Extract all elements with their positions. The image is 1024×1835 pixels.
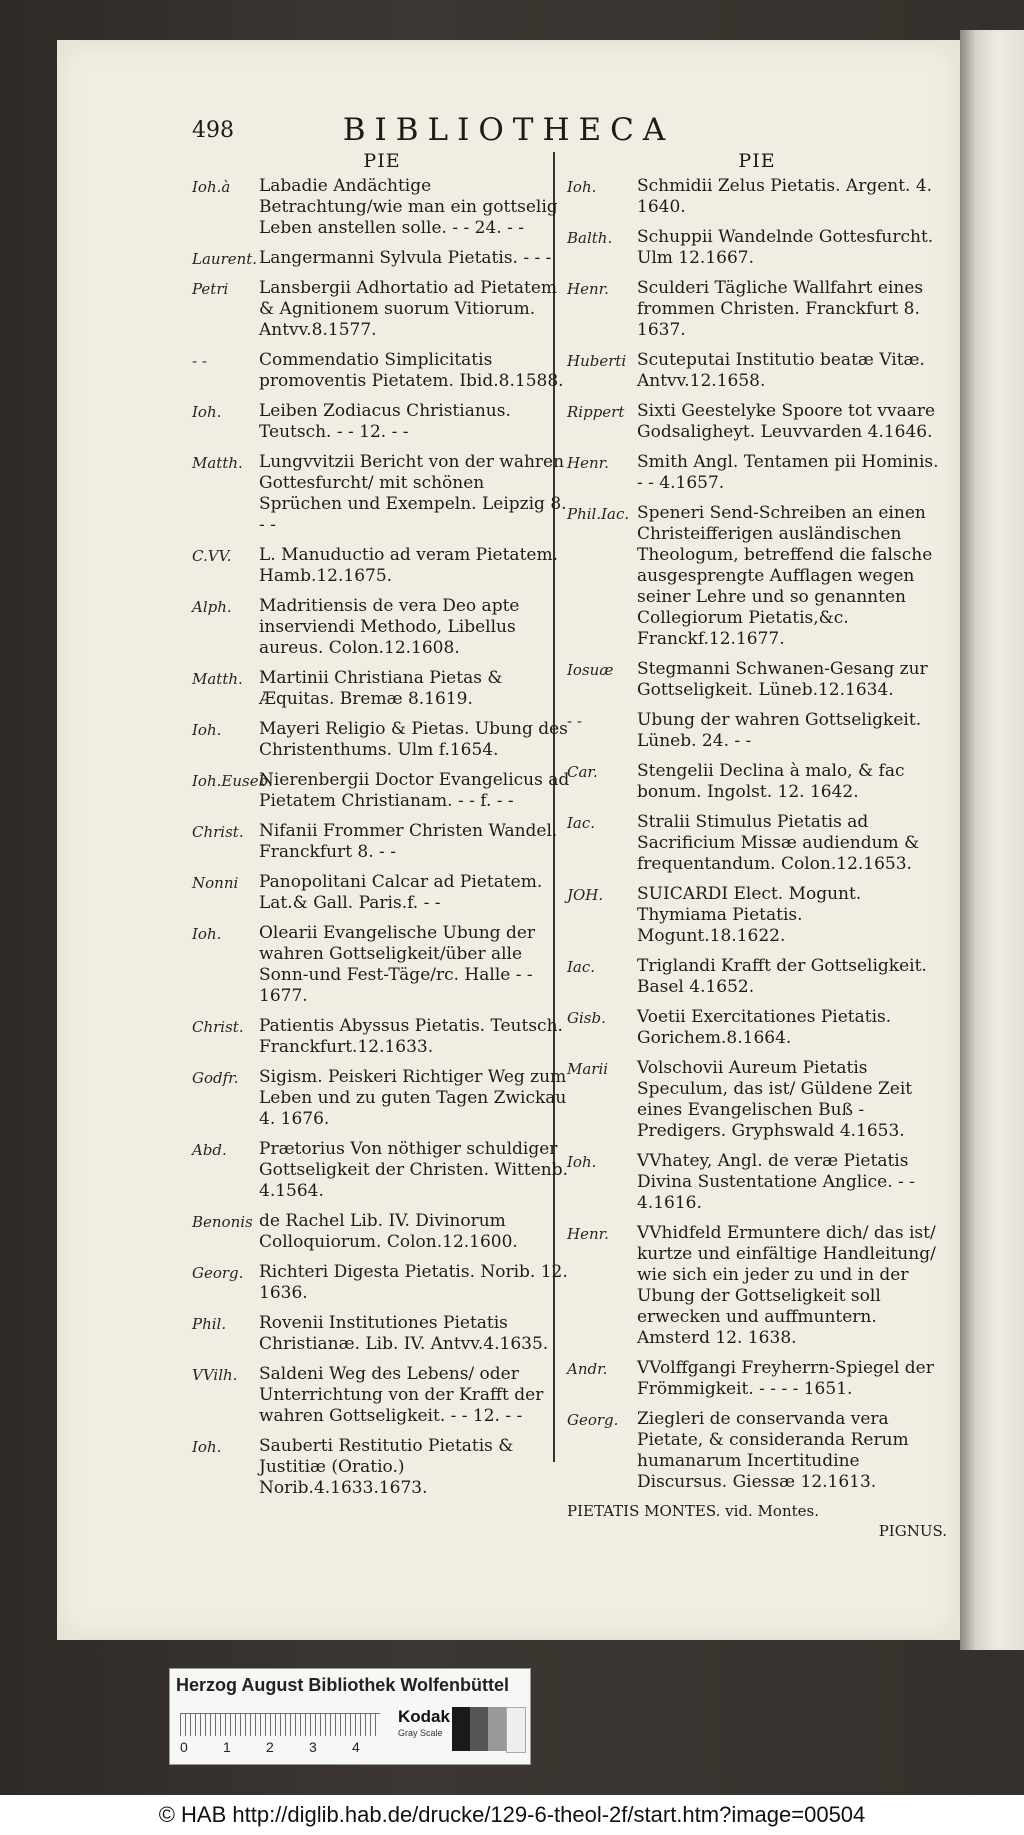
catalog-entry: [567, 1058, 947, 1142]
entry-author-prefix: VVilh.: [192, 1366, 238, 1384]
entry-text: Rovenii Institutiones Pietatis Christianæ. Lib. IV. Antvv.4.1635.: [259, 1313, 549, 1354]
entry-text: Voetii Exercitationes Pietatis. Gorichem.8.1664.: [637, 1007, 892, 1048]
entry-text: Scuteputai Institutio beatæ Vitæ. Antvv.12.1658.: [637, 350, 925, 391]
entry-author-prefix: Ioh.: [192, 1438, 222, 1456]
catchword: PIGNUS.: [878, 1522, 947, 1540]
catalog-entry: [192, 1313, 572, 1355]
ruler-tick: 4: [352, 1739, 360, 1755]
entry-author-prefix: Laurent.: [192, 250, 258, 268]
catalog-entry: [567, 1007, 947, 1049]
entry-author-prefix: Car.: [567, 763, 598, 781]
entry-author-prefix: Ioh.: [567, 1153, 597, 1171]
catalog-entry: [192, 1211, 572, 1253]
entry-author-prefix: Ioh.: [192, 721, 222, 739]
entry-author-prefix: - -: [567, 712, 582, 730]
catalog-entry: [192, 770, 572, 812]
entry-author-prefix: Matth.: [192, 454, 243, 472]
catalog-entry: [567, 1358, 947, 1400]
entry-author-prefix: Abd.: [192, 1141, 227, 1159]
entry-author-prefix: Matth.: [192, 670, 243, 688]
facing-page-edge: [960, 30, 1024, 1650]
gray-swatch: [488, 1707, 506, 1751]
catalog-entry: [192, 350, 572, 392]
catalog-entry: [567, 1151, 947, 1214]
entry-author-prefix: Godfr.: [192, 1069, 239, 1087]
entry-author-prefix: Henr.: [567, 280, 609, 298]
gray-swatch: [452, 1707, 470, 1751]
entry-text: Sculderi Tägliche Wallfahrt eines frommen Christen. Franckfurt 8. 1637.: [637, 278, 924, 340]
catalog-entry: [192, 1016, 572, 1058]
entry-text: VVolffgangi Freyherrn-Spiegel der Frömmigkeit. - - - - 1651.: [637, 1358, 934, 1399]
entry-text: Leiben Zodiacus Christianus. Teutsch. - - 12. - -: [259, 401, 511, 442]
entry-text: Panopolitani Calcar ad Pietatem. Lat.& Gall. Paris.f. - -: [259, 872, 543, 913]
kodak-logo: Kodak: [398, 1707, 450, 1726]
entry-text: Saldeni Weg des Lebens/ oder Unterrichtung von der Krafft der wahren Gottseligkeit. - - 12. - -: [259, 1364, 544, 1426]
catalog-entry: [567, 761, 947, 803]
entry-text: Martinii Christiana Pietas & Æquitas. Bremæ 8.1619.: [259, 668, 503, 709]
catalog-entry: [192, 545, 572, 587]
left-column: [192, 150, 572, 1508]
entry-author-prefix: C.VV.: [192, 547, 232, 565]
entry-author-prefix: Alph.: [192, 598, 232, 616]
catalog-entry: [192, 596, 572, 659]
gray-swatch: [470, 1707, 488, 1751]
entry-author-prefix: Christ.: [192, 1018, 244, 1036]
left-column-head: PIE: [363, 150, 401, 172]
book-page: [57, 40, 960, 1640]
catalog-entry: [567, 350, 947, 392]
entry-author-prefix: Henr.: [567, 1225, 609, 1243]
copyright-footer: © HAB http://diglib.hab.de/drucke/129-6-theol-2f/start.htm?image=00504: [0, 1795, 1024, 1835]
entry-author-prefix: Ioh.à: [192, 178, 231, 196]
cross-reference: PIETATIS MONTES. vid. Montes.: [567, 1502, 819, 1520]
entry-author-prefix: Petri: [192, 280, 229, 298]
entry-text: Madritiensis de vera Deo apte inserviendi Methodo, Libellus aureus. Colon.12.1608.: [259, 596, 520, 658]
library-label-title: Herzog August Bibliothek Wolfenbüttel: [176, 1675, 509, 1695]
entry-text: Stralii Stimulus Pietatis ad Sacrificium Missæ audiendum & frequentandum. Colon.12.1653.: [637, 812, 920, 874]
library-color-label: [169, 1668, 531, 1765]
entry-text: Nifanii Frommer Christen Wandel. Franckfurt 8. - -: [259, 821, 558, 862]
catalog-entry: [192, 278, 572, 341]
entry-text: Schuppii Wandelnde Gottesfurcht. Ulm 12.1667.: [637, 227, 934, 268]
catalog-entry: [192, 248, 572, 269]
page-number: 498: [192, 118, 234, 143]
right-entry-list: [567, 176, 947, 1493]
ruler-tick: 0: [180, 1739, 188, 1755]
left-entry-list: [192, 176, 572, 1499]
entry-author-prefix: Ioh.: [567, 178, 597, 196]
entry-text: Sigism. Peiskeri Richtiger Weg zum Leben und zu guten Tagen Zwickau 4. 1676.: [259, 1067, 567, 1129]
ruler-tick: 3: [309, 1739, 317, 1755]
entry-text: Langermanni Sylvula Pietatis. - - -: [259, 248, 552, 268]
catalog-entry: [567, 227, 947, 269]
running-title: BIBLIOTHECA: [342, 112, 675, 148]
catalog-entry: [567, 278, 947, 341]
entry-text: de Rachel Lib. IV. Divinorum Colloquiorum. Colon.12.1600.: [259, 1211, 518, 1252]
entry-text: Triglandi Krafft der Gottseligkeit. Basel 4.1652.: [637, 956, 927, 997]
entry-author-prefix: Gisb.: [567, 1009, 606, 1027]
entry-text: VVhidfeld Ermuntere dich/ das ist/ kurtze und einfältige Handleitung/ wie sich ein jeder zu und in der Ubung der Gottseligkeit soll erwecken und auffmuntern. Amsterd 12. 1638.: [637, 1223, 936, 1348]
entry-author-prefix: Ioh.: [192, 925, 222, 943]
catalog-entry: [192, 176, 572, 239]
entry-author-prefix: - -: [192, 352, 207, 370]
right-column: [567, 150, 947, 1540]
entry-text: Smith Angl. Tentamen pii Hominis. - - 4.1657.: [637, 452, 939, 493]
entry-text: Commendatio Simplicitatis promoventis Pietatem. Ibid.8.1588.: [259, 350, 564, 391]
catalog-entry: [192, 668, 572, 710]
catalog-entry: [567, 452, 947, 494]
entry-text: Richteri Digesta Pietatis. Norib. 12. 1636.: [259, 1262, 568, 1303]
entry-text: Lungvvitzii Bericht von der wahren Gottesfurcht/ mit schönen Sprüchen und Exempeln. Leipzig 8. - -: [259, 452, 567, 535]
catalog-entry: [567, 1223, 947, 1349]
entry-author-prefix: Marii: [567, 1060, 609, 1078]
entry-text: Olearii Evangelische Ubung der wahren Gottseligkeit/über alle Sonn-und Fest-Täge/rc. Halle - - 1677.: [259, 923, 536, 1006]
entry-text: Lansbergii Adhortatio ad Pietatem & Agnitionem suorum Vitiorum. Antvv.8.1577.: [259, 278, 558, 340]
ruler-tick: 1: [223, 1739, 231, 1755]
catalog-entry: [567, 1409, 947, 1493]
catalog-entry: [567, 812, 947, 875]
catalog-entry: [192, 821, 572, 863]
catalog-entry: [567, 659, 947, 701]
gray-swatch: [506, 1707, 526, 1753]
entry-author-prefix: Benonis: [192, 1213, 253, 1231]
entry-text: Patientis Abyssus Pietatis. Teutsch. Franckfurt.12.1633.: [259, 1016, 563, 1057]
entry-text: Nierenbergii Doctor Evangelicus ad Pietatem Christianam. - - f. - -: [259, 770, 570, 811]
entry-text: L. Manuductio ad veram Pietatem. Hamb.12.1675.: [259, 545, 558, 586]
gray-scale-text: Gray Scale: [398, 1728, 443, 1738]
entry-author-prefix: Iac.: [567, 958, 596, 976]
entry-text: Speneri Send-Schreiben an einen Christeifferigen ausländischen Theologum, betreffend die falsche ausgesprengte Aufflagen wegen seiner Lehre und so genannten Collegiorum Pietatis,&c. Franckf.12.1677.: [637, 503, 933, 649]
entry-text: Stegmanni Schwanen-Gesang zur Gottseligkeit. Lüneb.12.1634.: [637, 659, 928, 700]
entry-author-prefix: Andr.: [567, 1360, 608, 1378]
catalog-entry: [567, 503, 947, 650]
entry-author-prefix: Ioh.Euseb.: [192, 772, 273, 790]
entry-text: Ziegleri de conservanda vera Pietate, & consideranda Rerum humanarum Incertitudine Discursus. Giessæ 12.1613.: [637, 1409, 909, 1492]
catalog-entry: [192, 1262, 572, 1304]
right-column-head: PIE: [738, 150, 776, 172]
entry-text: Mayeri Religio & Pietas. Ubung des Christenthums. Ulm f.1654.: [259, 719, 568, 760]
entry-text: Prætorius Von nöthiger schuldiger Gottseligkeit der Christen. Wittenb. 4.1564.: [259, 1139, 568, 1201]
scale-ruler: [180, 1713, 380, 1736]
catalog-entry: [567, 176, 947, 218]
entry-author-prefix: Christ.: [192, 823, 244, 841]
entry-author-prefix: JOH.: [567, 886, 604, 904]
ruler-tick: 2: [266, 1739, 274, 1755]
catalog-entry: [192, 1436, 572, 1499]
entry-author-prefix: Georg.: [567, 1411, 619, 1429]
entry-author-prefix: Nonni: [192, 874, 239, 892]
catalog-entry: [567, 884, 947, 947]
catalog-entry: [192, 452, 572, 536]
entry-text: Sixti Geestelyke Spoore tot vvaare Godsaligheyt. Leuvvarden 4.1646.: [637, 401, 936, 442]
catalog-entry: [192, 1364, 572, 1427]
entry-text: Sauberti Restitutio Pietatis & Justitiæ (Oratio.) Norib.4.1633.1673.: [259, 1436, 514, 1498]
catalog-entry: [567, 401, 947, 443]
entry-text: Stengelii Declina à malo, & fac bonum. Ingolst. 12. 1642.: [637, 761, 905, 802]
entry-text: VVhatey, Angl. de veræ Pietatis Divina Sustentatione Anglice. - - 4.1616.: [637, 1151, 915, 1213]
entry-text: SUICARDI Elect. Mogunt. Thymiama Pietatis. Mogunt.18.1622.: [637, 884, 862, 946]
entry-text: Ubung der wahren Gottseligkeit. Lüneb. 24. - -: [637, 710, 922, 751]
entry-author-prefix: Georg.: [192, 1264, 244, 1282]
running-head: [57, 112, 960, 152]
entry-author-prefix: Huberti: [567, 352, 627, 370]
entry-author-prefix: Rippert: [567, 403, 625, 421]
catalog-entry: [192, 1067, 572, 1130]
catalog-entry: [192, 872, 572, 914]
catalog-entry: [192, 923, 572, 1007]
entry-text: Volschovii Aureum Pietatis Speculum, das ist/ Güldene Zeit eines Evangelischen Buß - Predigers. Gryphswald 4.1653.: [637, 1058, 913, 1141]
entry-author-prefix: Iosuæ: [567, 661, 614, 679]
entry-author-prefix: Iac.: [567, 814, 596, 832]
entry-author-prefix: Phil.Iac.: [567, 505, 630, 523]
entry-text: Labadie Andächtige Betrachtung/wie man ein gottselig Leben anstellen solle. - - 24. - -: [259, 176, 558, 238]
catalog-entry: [192, 401, 572, 443]
entry-author-prefix: Henr.: [567, 454, 609, 472]
catalog-entry: [192, 719, 572, 761]
entry-author-prefix: Ioh.: [192, 403, 222, 421]
entry-author-prefix: Phil.: [192, 1315, 227, 1333]
entry-author-prefix: Balth.: [567, 229, 613, 247]
catalog-entry: [192, 1139, 572, 1202]
catalog-entry: [567, 710, 947, 752]
catalog-entry: [567, 956, 947, 998]
entry-text: Schmidii Zelus Pietatis. Argent. 4. 1640.: [637, 176, 933, 217]
